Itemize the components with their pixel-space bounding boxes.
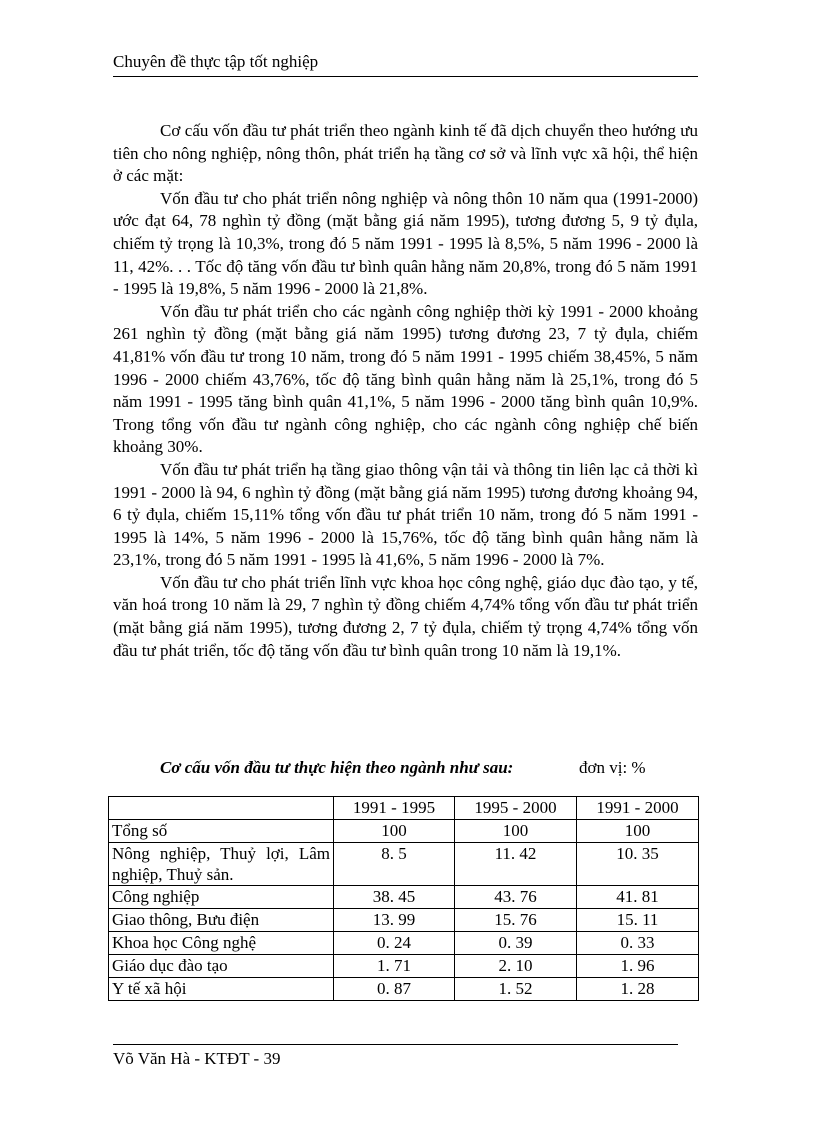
table-cell: 0. 39 <box>455 932 577 955</box>
row-label: Giao thông, Bưu điện <box>109 909 334 932</box>
table-cell: 15. 76 <box>455 909 577 932</box>
table-row <box>109 909 699 932</box>
table-row <box>109 843 699 886</box>
paragraph-transport: Vốn đầu tư phát triển hạ tầng giao thông vận tải và thông tin liên lạc cả thời kì 1991 - 2000 là 94, 6 nghìn tỷ đồng (mặt bằng giá năm 1995) tương đương khoảng 94, 6 tỷ đụla, chiếm 15,11% tổng vốn đầu tư phát triển 10 năm, trong đó 5 năm 1991 - 1995 là 14%, 5 năm 1996 - 2000 là 15,76%, tốc độ tăng bình quân hằng năm là 23,1%, trong đó 5 năm 1991 - 1995 là 41,6%, 5 năm 1996 - 2000 là 7%. <box>113 459 698 570</box>
table-header-cell: 1991 - 1995 <box>334 797 455 820</box>
table-cell: 2. 10 <box>455 955 577 978</box>
table-cell: 100 <box>334 820 455 843</box>
page-footer <box>113 1044 678 1069</box>
table-cell: 1. 52 <box>455 978 577 1001</box>
page-header <box>113 52 698 77</box>
paragraph-industry: Vốn đầu tư phát triển cho các ngành công nghiệp thời kỳ 1991 - 2000 khoảng 261 nghìn tỷ đồng (mặt bằng giá năm 1995) tương đương 23, 7 tỷ đụla, chiếm 41,81% vốn đầu tư trong 10 năm, trong đó 5 năm 1991 - 1995 chiếm 38,45%, 5 năm 1996 - 2000 chiếm 43,76%, tốc độ tăng bình quân hằng năm là 25,1%, trong đó 5 năm 1991 - 1995 tăng bình quân 41,1%, 5 năm 1996 - 2000 tăng bình quân 10,9%. Trong tổng vốn đầu tư ngành công nghiệp, cho các ngành công nghiệp chế biến khoảng 30%. <box>113 301 698 457</box>
table-cell: 11. 42 <box>455 843 577 886</box>
body-text <box>113 120 698 662</box>
table-row <box>109 978 699 1001</box>
paragraph-science-education: Vốn đầu tư cho phát triển lĩnh vực khoa học công nghệ, giáo dục đào tạo, y tế, văn hoá trong 10 năm là 29, 7 nghìn tỷ đồng chiếm 4,74% tổng vốn đầu tư phát triển (mặt bằng giá năm 1995), tương đương 2, 7 tỷ đụla, chiếm tỷ trọng 4,74% tổng vốn đầu tư phát triển, tốc độ tăng vốn đầu tư bình quân trong 10 năm là 19,1%. <box>113 572 698 660</box>
row-label: Giáo dục đào tạo <box>109 955 334 978</box>
investment-structure-table <box>108 796 699 1001</box>
table-cell: 0. 24 <box>334 932 455 955</box>
table-header-cell: 1995 - 2000 <box>455 797 577 820</box>
row-label: Nông nghiệp, Thuỷ lợi, Lâm nghiệp, Thuỷ sản. <box>109 843 334 886</box>
table-cell: 15. 11 <box>577 909 699 932</box>
table-header-row <box>109 797 699 820</box>
row-label: Khoa học Công nghệ <box>109 932 334 955</box>
table-cell: 100 <box>455 820 577 843</box>
table-row <box>109 955 699 978</box>
table-row <box>109 820 699 843</box>
table-cell: 100 <box>577 820 699 843</box>
row-label: Tổng số <box>109 820 334 843</box>
table-header-cell <box>109 797 334 820</box>
table-row <box>109 932 699 955</box>
header-title: Chuyên đề thực tập tốt nghiệp <box>113 52 319 71</box>
table-cell: 41. 81 <box>577 886 699 909</box>
paragraph-intro: Cơ cấu vốn đầu tư phát triển theo ngành kinh tế đã dịch chuyển theo hướng ưu tiên cho nông nghiệp, nông thôn, phát triển hạ tầng cơ sở và lĩnh vực xã hội, thể hiện ở các mặt: <box>113 121 698 186</box>
table-cell: 1. 96 <box>577 955 699 978</box>
footer-text: Võ Văn Hà - KTĐT - 39 <box>113 1049 281 1068</box>
table-cell: 43. 76 <box>455 886 577 909</box>
row-label: Y tế xã hội <box>109 978 334 1001</box>
table-cell: 13. 99 <box>334 909 455 932</box>
table-cell: 1. 28 <box>577 978 699 1001</box>
paragraph-agriculture: Vốn đầu tư cho phát triển nông nghiệp và nông thôn 10 năm qua (1991-2000) ước đạt 64, 78 nghìn tỷ đồng (mặt bằng giá năm 1995), tương đương 5, 9 tỷ đụla, chiếm tỷ trọng là 10,3%, trong đó 5 năm 1991 - 1995 là 8,5%, 5 năm 1996 - 2000 là 11, 42%. . . Tốc độ tăng vốn đầu tư bình quân hằng năm 20,8%, trong đó 5 năm 1991 - 1995 là 19,8%, 5 năm 1996 - 2000 là 21,8%. <box>113 188 698 299</box>
table-cell: 1. 71 <box>334 955 455 978</box>
table-cell: 8. 5 <box>334 843 455 886</box>
table-title: Cơ cấu vốn đầu tư thực hiện theo ngành như sau: <box>160 758 514 777</box>
row-label: Công nghiệp <box>109 886 334 909</box>
table-cell: 0. 87 <box>334 978 455 1001</box>
table-row <box>109 886 699 909</box>
table-unit: đơn vị: % <box>579 758 646 777</box>
table-cell: 38. 45 <box>334 886 455 909</box>
table-cell: 0. 33 <box>577 932 699 955</box>
table-header-cell: 1991 - 2000 <box>577 797 699 820</box>
table-cell: 10. 35 <box>577 843 699 886</box>
